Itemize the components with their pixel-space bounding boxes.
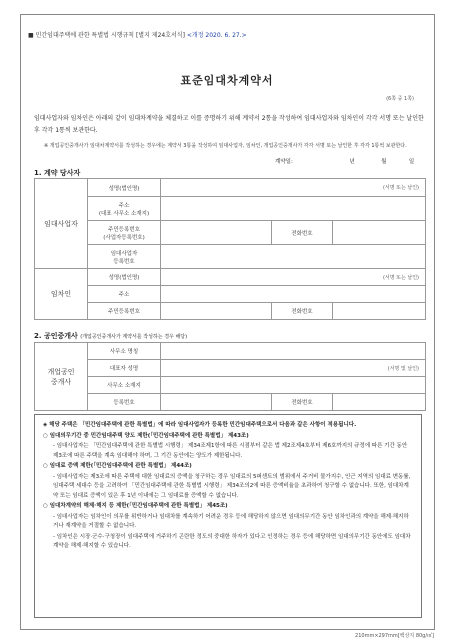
info-lead: ◈ 해당 주택은 「민간임대주택에 관한 특별법」에 따라 임대사업자가 등록한 민간임대주택으로서 다음과 같은 사항이 적용됩니다. — [43, 422, 357, 428]
form-header — [28, 30, 247, 39]
landlord-regno-label: 임대사업자 등록번호 — [88, 245, 161, 269]
tenant-address-field[interactable] — [161, 286, 426, 303]
landlord-phone-field[interactable] — [333, 221, 426, 245]
landlord-id-field[interactable] — [161, 221, 272, 245]
landlord-id-label: 주민등록번호 (사업자등록번호) — [88, 221, 161, 245]
landlord-name-field[interactable] — [161, 179, 426, 197]
tenant-name-field[interactable] — [161, 269, 426, 286]
page-title: 표준임대차계약서 — [180, 74, 274, 87]
info-item1-text: - 임대사업자는 「민간임대주택에 관한 특별법 시행령」 제34조제1항에 따른 시점부터 같은 법 제2조제4호부터 제6호까지의 규정에 따른 기간 동안 제3조에 따른 주택을 계속 임대해야 하며, 그 기간 동안에는 양도가 제한됩니다. — [53, 443, 408, 459]
landlord-sign-hint: (서명 또는 날인) — [382, 185, 419, 191]
info-item2-title: ○ 임대료 증액 제한(「민간임대주택에 관한 특별법」 제44조) — [43, 463, 192, 469]
agent-note: ※ 개업공인중개사가 임대차계약서를 작성하는 경우에는 계약서 3통을 작성하여 임대사업자, 임차인, 개업공인중개사가 각각 서명 또는 날인한 후 각각 1통씩 보관한다. — [44, 143, 407, 149]
info-item1-title: ○ 임대의무기간 중 민간임대주택 양도 제한(「민간임대주택에 관한 특별법」 제43조) — [43, 432, 249, 439]
date-month: 월 — [381, 159, 387, 165]
agent-label: 개업공인 중개사 — [35, 343, 88, 411]
tenant-sign-hint: (서명 또는 날인) — [382, 274, 419, 281]
section1-title: 1. 계약 당사자 — [34, 169, 81, 177]
date-day: 일 — [408, 159, 415, 165]
tenant-label: 임차인 — [35, 269, 88, 320]
agent-regno-label: 등록번호 — [88, 394, 161, 411]
tenant-phone-label: 전화번호 — [272, 303, 333, 320]
tenant-address-label: 주소 — [88, 286, 161, 303]
intro-text: 임대사업자와 임차인은 아래의 같이 임대차계약을 체결하고 이를 증명하기 위해 계약서 2통을 작성하여 임대사업자와 임차인이 각각 서명 또는 날인한 후 각각 1통씩 보관한다. — [34, 115, 424, 134]
info-item3-text1: - 임대사업자는 임차인이 의무를 위반하거나 임대차를 계속하기 어려운 경우 등에 해당하지 않으면 임대의무기간 동안 임차인과의 계약을 해제·해지하거나 재계약을 거절할 수 없습니다. — [53, 513, 409, 529]
parties-table — [34, 178, 426, 320]
landlord-address-field[interactable] — [161, 197, 426, 221]
agent-regno-field[interactable] — [161, 394, 272, 411]
revision-date: <개정 2020. 6. 27.> — [186, 32, 247, 39]
office-name-label: 사무소 명칭 — [88, 343, 161, 360]
landlord-regno-field[interactable] — [161, 245, 426, 269]
rep-name-field[interactable] — [161, 360, 426, 377]
landlord-phone-label: 전화번호 — [272, 221, 333, 245]
landlord-label: 임대사업자 — [35, 179, 88, 269]
info-item3-text2: - 임차인은 시장·군수·구청장이 임대주택에 거주하기 곤란한 정도의 중대한 하자가 있다고 인정하는 경우 등에 해당하면 임대의무기간 동안에도 임대차계약을 해제·해지할 수 있습니다. — [53, 533, 411, 549]
section2-title: 2. 공인중개사 (개업공인중개사가 계약서를 작성하는 경우 해당) — [34, 332, 188, 340]
page-count: (6쪽 중 1쪽) — [386, 96, 414, 102]
agent-phone-label: 전화번호 — [272, 394, 333, 411]
tenant-name-label: 성명(법인명) — [88, 269, 161, 286]
office-address-field[interactable] — [161, 377, 426, 394]
info-item3-title: ○ 임대차계약의 해제·해지 등 제한(「민간임대주택에 관한 특별법」 제45조) — [43, 503, 228, 509]
law-title: ■ 민간임대주택에 관한 특별법 시행규칙 [별지 제24호서식] — [28, 32, 185, 39]
agent-phone-field[interactable] — [333, 394, 426, 411]
rep-name-label: 대표자 성명 — [88, 360, 161, 377]
date-year: 년 — [349, 159, 355, 165]
office-name-field[interactable] — [161, 343, 426, 360]
landlord-name-label: 성명(법인명) — [88, 179, 161, 197]
agent-table — [34, 342, 426, 411]
date-label: 계약일: — [275, 159, 293, 165]
contract-date — [275, 157, 414, 165]
landlord-address-label: 주소 (대표 사무소 소재지) — [88, 197, 161, 221]
agent-sign-hint: (서명 및 날인) — [387, 365, 419, 372]
tenant-id-field[interactable] — [161, 303, 272, 320]
paper-spec: 210mm×297mm[백상지 80g/㎡] — [355, 633, 434, 639]
legal-info-box — [34, 414, 422, 618]
section2-subtitle: (개업공인중개사가 계약서를 작성하는 경우 해당) — [80, 334, 188, 340]
info-item2-text: - 임대사업자는 제3조에 따른 주택에 대한 임대료의 증액을 청구하는 경우 임대료의 5퍼센트의 범위에서 주거비 물가지수, 인근 지역의 임대료 변동률, 임대주택 세대수 등을 고려하여 「민간임대주택에 관한 특별법 시행령」 제34조의2에 따른 증액비율을 초과하여 청구할 수 없습니다. 또한, 임대차계약 또는 임대료 증액이 있은 후 1년 이내에는 그 임대료를 증액할 수 없습니다. — [53, 473, 411, 499]
tenant-phone-field[interactable] — [333, 303, 426, 320]
office-address-label: 사무소 소재지 — [88, 377, 161, 394]
tenant-id-label: 주민등록번호 — [88, 303, 161, 320]
